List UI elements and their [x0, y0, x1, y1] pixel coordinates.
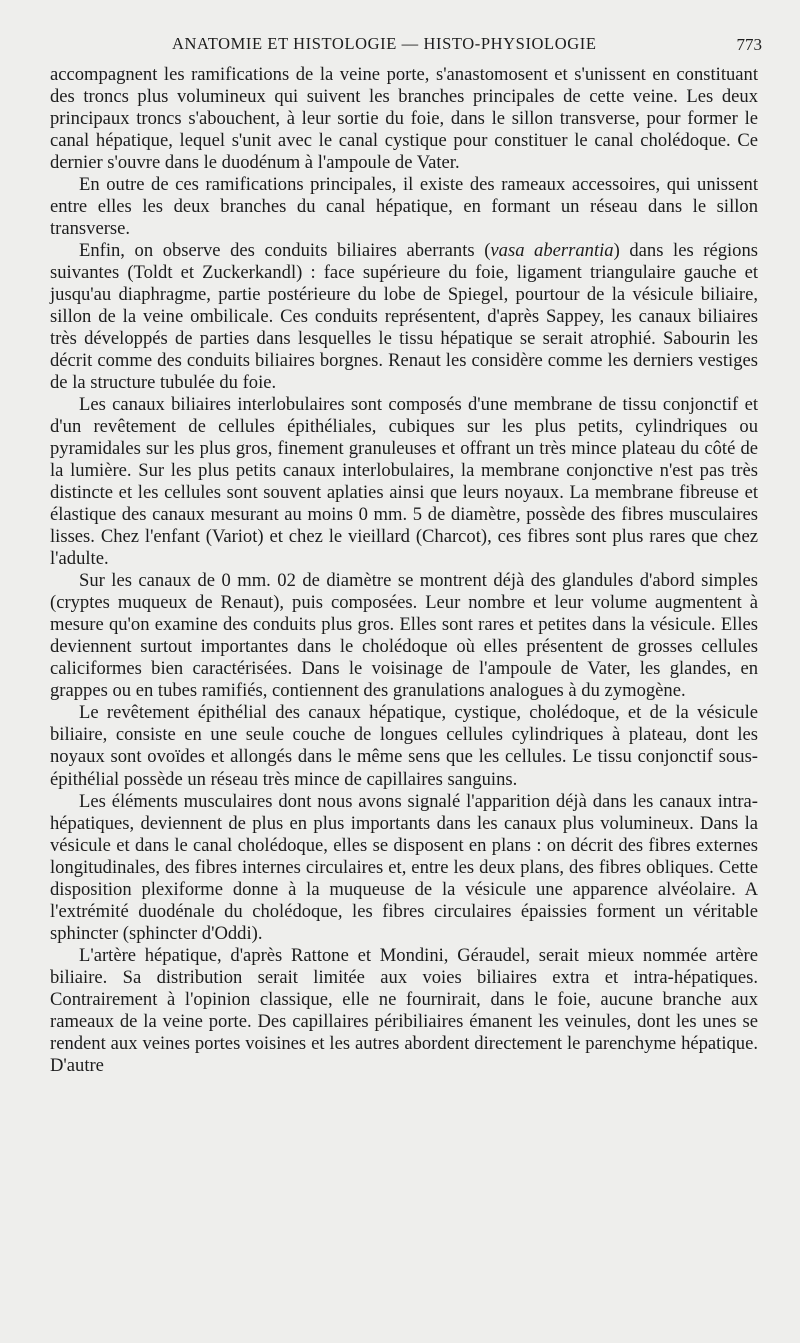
paragraph — [50, 240, 758, 394]
paragraph-text: Enfin, on observe des conduits biliaires aberrants ( — [79, 240, 491, 262]
paragraph: Le revêtement épithélial des canaux hépatique, cystique, cholédoque, et de la vésicule biliaire, consiste en une seule couche de longues cellules cylindriques à plateau, dont les noyaux sont ovoïdes et allongés dans le même sens que les cellules. Le tissu conjonctif sous-épithélial possède un réseau très mince de capillaires sanguins. — [50, 702, 758, 790]
paragraph-text: ) dans les régions suivantes (Toldt et Zuckerkandl) : face supérieure du foie, ligament triangulaire gauche et jusqu'au diaphragme, partie postérieure du lobe de Spiegel, pourtour de la vésicule biliaire, sillon de la veine ombilicale. Ces conduits représentent, d'après Sappey, les canaux biliaires très développés de parties dans lesquelles le tissu hépatique se serait atrophié. Sabourin les décrit comme des conduits biliaires borgnes. Renaut les considère comme les derniers vestiges de la structure tubulée du foie. — [50, 240, 758, 394]
running-title: ANATOMIE ET HISTOLOGIE — HISTO-PHYSIOLOGIE — [172, 34, 597, 53]
paragraph: L'artère hépatique, d'après Rattone et Mondini, Géraudel, serait mieux nommée artère biliaire. Sa distribution serait limitée aux voies biliaires extra et intra-hépatiques. Contrairement à l'opinion classique, elle ne fournirait, dans le foie, aucune branche aux rameaux de la veine porte. Des capillaires péribiliaires émanent les veinules, dont les unes se rendent aux veines portes voisines et les autres abordent directement le parenchyme hépatique. D'autre — [50, 944, 758, 1076]
paragraph: Sur les canaux de 0 mm. 02 de diamètre se montrent déjà des glandules d'abord simples (cryptes muqueux de Renaut), puis composées. Leur nombre et leur volume augmentent à mesure qu'on examine des conduits plus gros. Elles sont rares et petites dans la vésicule. Elles deviennent surtout importantes dans le cholédoque où elles présentent de grosses cellules caliciformes bien caractérisées. Dans le voisinage de l'ampoule de Vater, les glandes, en grappes ou en tubes ramifiés, contiennent des granulations analogues à du zymogène. — [50, 570, 758, 702]
body-text — [50, 64, 758, 1077]
paragraph: Les canaux biliaires interlobulaires sont composés d'une membrane de tissu conjonctif et d'un revêtement de cellules épithéliales, cubiques sur les plus petits, cylindriques ou pyramidales sur les plus gros, finement granuleuses et offrant un très mince plateau du côté de la lumière. Sur les plus petits canaux interlobulaires, la membrane conjonctive n'est pas très distincte et les cellules sont souvent aplaties ainsi que leurs noyaux. La membrane fibreuse et élastique des canaux mesurant au moins 0 mm. 5 de diamètre, possède des fibres musculaires lisses. Chez l'enfant (Variot) et chez le vieillard (Charcot), ces fibres sont plus rares que chez l'adulte. — [50, 394, 758, 570]
page-number: 773 — [736, 35, 762, 54]
paragraph: En outre de ces ramifications principales, il existe des rameaux accessoires, qui unissent entre elles les deux branches du canal hépatique, en formant un réseau dans le sillon transverse. — [50, 174, 758, 240]
paragraph: Les éléments musculaires dont nous avons signalé l'apparition déjà dans les canaux intra-hépatiques, deviennent de plus en plus importants dans les canaux plus volumineux. Dans la vésicule et dans le canal cholédoque, elles se disposent en plans : on décrit des fibres externes longitudinales, des fibres internes circulaires et, entre les deux plans, des fibres obliques. Cette disposition plexiforme donne à la muqueuse de la vésicule une apparence alvéolaire. A l'extrémité duodénale du cholédoque, les fibres circulaires épaissies forment un véritable sphincter (sphincter d'Oddi). — [50, 790, 758, 944]
paragraph: accompagnent les ramifications de la veine porte, s'anastomosent et s'unissent en constituant des troncs plus volumineux qui suivent les branches principales de cette veine. Les deux principaux troncs s'abouchent, à leur sortie du foie, dans le sillon transverse, pour former le canal hépatique, lequel s'unit avec le canal cystique pour constituer le canal cholédoque. Ce dernier s'ouvre dans le duodénum à l'ampoule de Vater. — [50, 64, 758, 174]
italic-term: vasa aberrantia — [490, 240, 614, 262]
running-head — [0, 34, 800, 58]
